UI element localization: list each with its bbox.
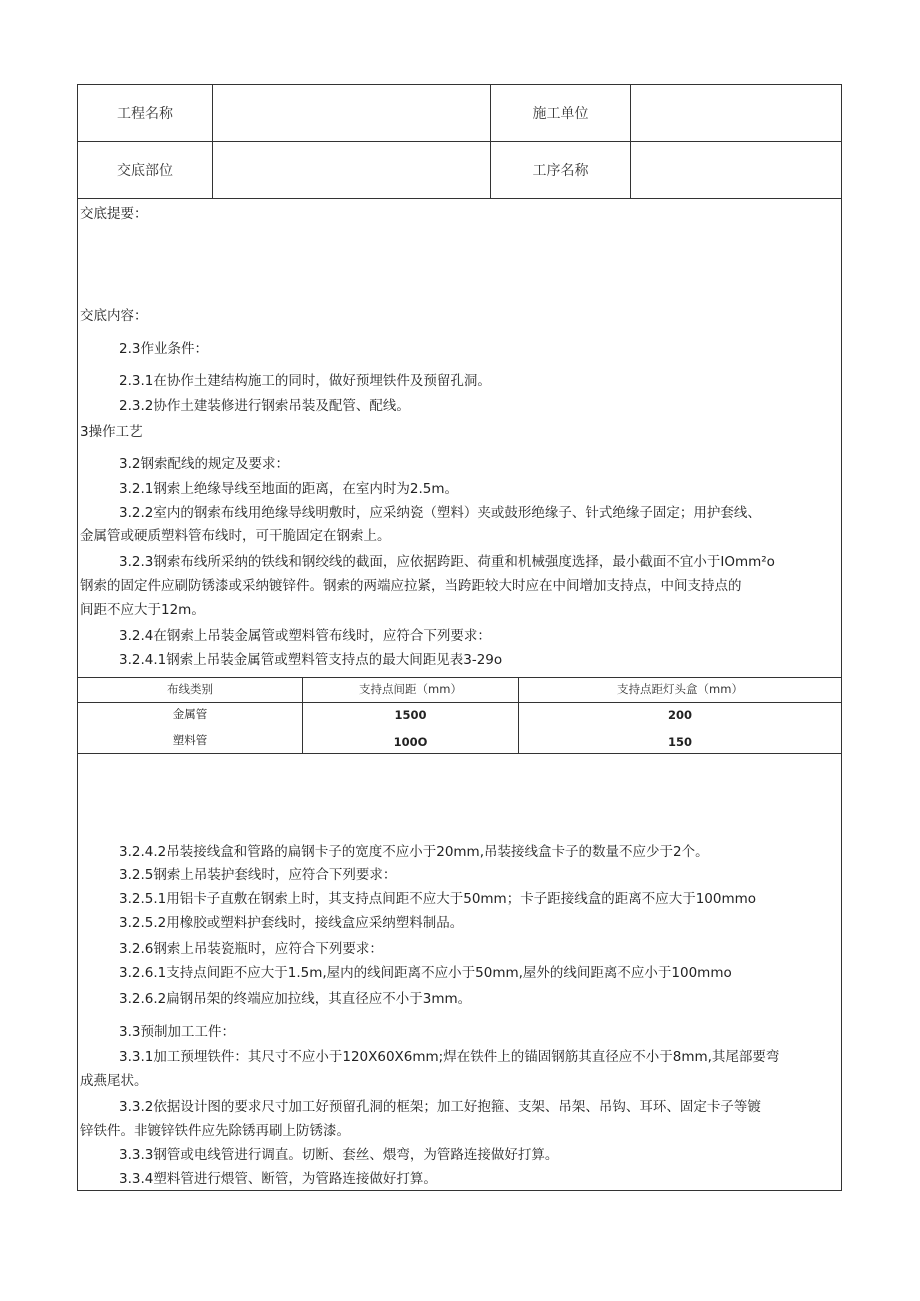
content-line: 2.3作业条件： [119, 341, 208, 357]
content-line: 3.2.6钢索上吊装瓷瓶时，应符合下列要求： [119, 941, 383, 957]
content-line: 3.2钢索配线的规定及要求： [119, 456, 289, 472]
content-line: 间距不应大于12m。 [80, 602, 205, 618]
content-line: 3.2.2室内的钢索布线用绝缘导线明敷时，应采纳瓷（塑料）夹或鼓形绝缘子、针式绝缘子固定；用护套线、 [119, 505, 761, 521]
content-line: 3.2.6.2扁钢吊架的终端应加拉线，其直径应不小于3mm。 [119, 991, 472, 1007]
content-line: 钢索的固定件应刷防锈漆或采纳镀锌件。钢索的两端应拉紧，当跨距较大时应在中间增加支持点，中间支持点的 [80, 578, 742, 594]
table-top-border [77, 677, 842, 678]
header-row-divider [77, 141, 842, 142]
table-cell-spacing: 100O [393, 735, 428, 749]
table-header-cell: 支持点间距（mm） [359, 682, 462, 696]
content-line: 2.3.2协作土建装修进行钢索吊装及配管、配线。 [119, 398, 410, 414]
content-line: 3.2.5.2用橡胶或塑料护套线时，接线盒应采纳塑料制品。 [119, 915, 464, 931]
content-line: 3.3.3钢管或电线管进行调直。切断、套丝、煨弯，为管路连接做好打算。 [119, 1147, 559, 1163]
content-line: 金属管或硬质塑料管布线时，可干脆固定在钢索上。 [80, 528, 391, 544]
header-col-divider-1 [212, 84, 213, 198]
content-line: 3.2.5.1用铝卡子直敷在钢索上时，其支持点间距不应大于50mm；卡子距接线盒的距离不应大于100mmo [119, 891, 757, 907]
process-name-label: 工序名称 [532, 163, 589, 179]
content-line: 3.3.1加工预埋铁件：其尺寸不应小于120X60X6mm;焊在铁件上的锚固钢筋其直径应不小于8mm,其尾部要弯 [119, 1049, 780, 1065]
table-cell-spacing: 1500 [394, 708, 427, 722]
content-line: 3.2.6.1支持点间距不应大于1.5m,屋内的线间距离不应小于50mm,屋外的线间距离不应小于100mmo [119, 965, 732, 981]
summary-label: 交底提要： [80, 206, 148, 222]
table-header-cell: 支持点距灯头盒（mm） [617, 682, 743, 696]
content-line: 3.2.3钢索布线所采纳的铁线和钢绞线的截面，应依据跨距、荷重和机械强度选择，最小截面不宜小于IOmm²o [119, 554, 775, 570]
content-line: 3.2.4.2吊装接线盒和管路的扁钢卡子的宽度不应小于20mm,吊装接线盒卡子的数量不应少于2个。 [119, 844, 709, 860]
table-bottom-border [77, 753, 842, 754]
content-line: 3.2.4.1钢索上吊装金属管或塑料管支持点的最大间距见表3-29o [119, 652, 503, 668]
header-col-divider-2 [490, 84, 491, 198]
construction-unit-label: 施工单位 [532, 106, 589, 122]
section-heading: 3操作工艺 [80, 424, 143, 440]
table-header-cell: 布线类别 [167, 682, 213, 696]
content-line: 成燕尾状。 [80, 1073, 148, 1089]
content-line: 3.2.4在钢索上吊装金属管或塑料管布线时，应符合下列要求： [119, 628, 491, 644]
content-line: 3.3.2依据设计图的要求尺寸加工好预留孔洞的框架；加工好抱箍、支架、吊架、吊钩、耳环、固定卡子等镀 [119, 1099, 761, 1115]
content-line: 3.3.4塑料管进行煨管、断管，为管路连接做好打算。 [119, 1171, 437, 1187]
project-name-label: 工程名称 [117, 106, 173, 122]
header-bottom-divider [77, 198, 842, 199]
content-line: 3.2.5钢索上吊装护套线时，应符合下列要求： [119, 867, 397, 883]
content-line: 锌铁件。非镀锌铁件应先除锈再刷上防锈漆。 [80, 1123, 350, 1139]
table-cell-category: 金属管 [172, 707, 208, 721]
content-line: 3.2.1钢索上绝缘导线至地面的距离，在室内时为2.5m。 [119, 481, 458, 497]
table-cell-box-distance: 200 [667, 708, 692, 722]
handover-part-label: 交底部位 [117, 163, 173, 179]
table-header-divider [77, 702, 842, 703]
table-cell-category: 塑料管 [172, 733, 208, 747]
content-line: 3.3预制加工工件： [119, 1024, 235, 1040]
content-label: 交底内容： [80, 308, 148, 324]
table-cell-box-distance: 150 [667, 735, 692, 749]
header-col-divider-3 [630, 84, 631, 198]
content-line: 2.3.1在协作土建结构施工的同时，做好预埋铁件及预留孔洞。 [119, 373, 491, 389]
